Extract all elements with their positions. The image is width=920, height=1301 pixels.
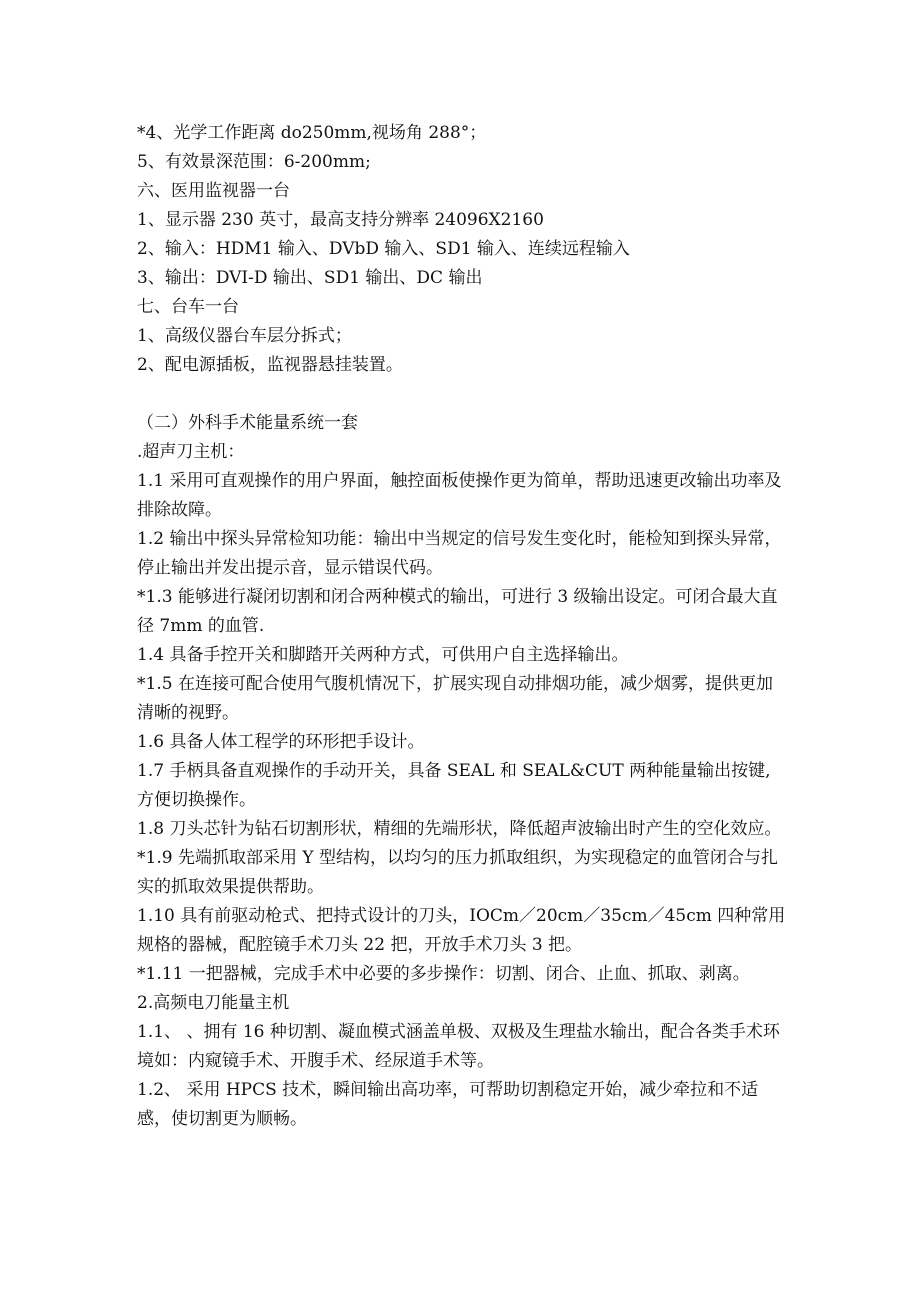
spec-paragraph: *1.9 先端抓取部采用 Y 型结构，以均匀的压力抓取组织，为实现稳定的血管闭合与扎实的抓取效果提供帮助。 xyxy=(137,848,778,897)
spec-paragraph: *1.3 能够进行凝闭切割和闭合两种模式的输出，可进行 3 级输出设定。可闭合最大直径 7mm 的血管. xyxy=(137,587,778,636)
spec-paragraph: *1.5 在连接可配合使用气腹机情况下，扩展实现自动排烟功能，减少烟雾，提供更加清晰的视野。 xyxy=(137,674,773,723)
spec-paragraph: 1.7 手柄具备直观操作的手动开关，具备 SEAL 和 SEAL&CUT 两种能量输出按键,方便切换操作。 xyxy=(137,761,771,810)
spec-paragraph: 1.2 输出中探头异常检知功能：输出中当规定的信号发生变化时，能检知到探头异常，停止输出并发出提示音，显示错误代码。 xyxy=(137,529,782,578)
spec-line: 1、高级仪器台车层分拆式； xyxy=(137,326,352,346)
section-heading: 六、医用监视器一台 xyxy=(137,181,290,201)
spec-line: 2、配电源插板，监视器悬挂装置。 xyxy=(137,355,403,375)
spec-line: 1、显示器 230 英寸，最高支持分辨率 24096X2160 xyxy=(137,210,544,230)
spec-line: *4、光学工作距离 do250mm,视场角 288°； xyxy=(137,123,487,143)
spec-paragraph: 1.10 具有前驱动枪式、把持式设计的刀头，IOCm／20cm／35cm／45cm 四种常用规格的器械，配腔镜手术刀头 22 把，开放手术刀头 3 把。 xyxy=(137,906,786,955)
section-title: （二）外科手术能量系统一套 xyxy=(137,413,358,433)
spec-line: 3、输出：DVI-D 输出、SD1 输出、DC 输出 xyxy=(137,268,483,288)
spec-line: 2、输入：HDM1 输入、DVbD 输入、SD1 输入、连续远程输入 xyxy=(137,239,630,259)
spec-paragraph: 1.8 刀头芯针为钻石切割形状，精细的先端形状，降低超声波输出时产生的空化效应。 xyxy=(137,819,782,839)
spec-paragraph: *1.11 一把器械，完成手术中必要的多步操作：切割、闭合、止血、抓取、剥离。 xyxy=(137,964,750,984)
document-body xyxy=(137,119,787,1134)
spec-paragraph: 1.1、 、拥有 16 种切割、凝血模式涵盖单极、双极及生理盐水输出，配合各类手术环境如：内窥镜手术、开腹手术、经尿道手术等。 xyxy=(137,1022,780,1071)
subsection-heading: 2.高频电刀能量主机 xyxy=(137,993,290,1013)
section-heading: 七、台车一台 xyxy=(137,297,239,317)
spec-line: 5、有效景深范围：6-200mm; xyxy=(137,152,371,172)
subsection-heading: .超声刀主机： xyxy=(137,442,245,462)
blank-line xyxy=(137,380,787,409)
spec-paragraph: 1.6 具备人体工程学的环形把手设计。 xyxy=(137,732,425,752)
spec-paragraph: 1.1 采用可直观操作的用户界面，触控面板使操作更为简单，帮助迅速更改输出功率及排除故障。 xyxy=(137,471,782,520)
spec-paragraph: 1.4 具备手控开关和脚踏开关两种方式，可供用户自主选择输出。 xyxy=(137,645,629,665)
spec-paragraph: 1.2、 采用 HPCS 技术，瞬间输出高功率，可帮助切割稳定开始，减少牵拉和不适感，使切割更为顺畅。 xyxy=(137,1080,759,1129)
